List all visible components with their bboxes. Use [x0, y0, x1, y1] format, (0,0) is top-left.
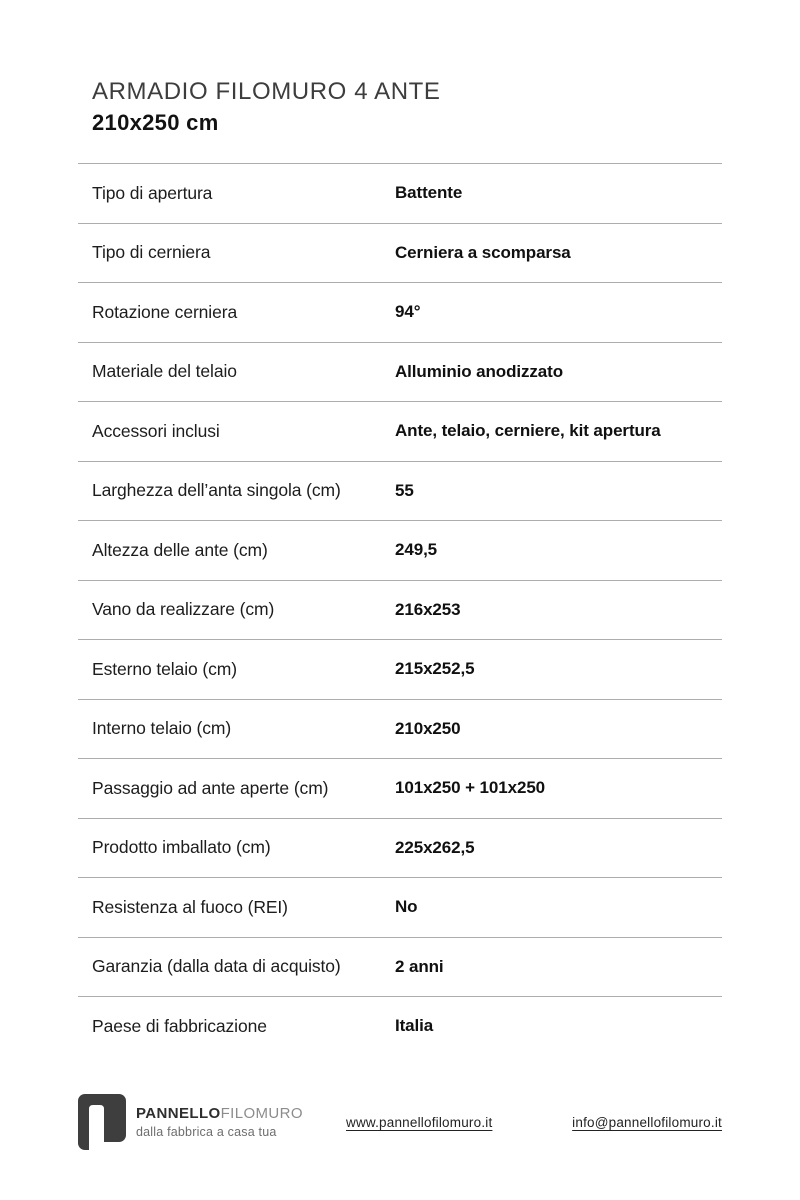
- door-frame-logo-icon: [78, 1094, 126, 1150]
- spec-label: Interno telaio (cm): [92, 718, 232, 739]
- spec-value: 225x262,5: [395, 837, 475, 857]
- spec-label: Garanzia (dalla data di acquisto): [92, 956, 341, 977]
- spec-table: [78, 163, 722, 1056]
- spec-label: Accessori inclusi: [92, 420, 220, 441]
- spec-value: 2 anni: [395, 956, 444, 976]
- table-row: [78, 580, 722, 640]
- spec-label: Passaggio ad ante aperte (cm): [92, 777, 329, 798]
- spec-label: Altezza delle ante (cm): [92, 539, 268, 560]
- page-header: [92, 78, 722, 136]
- spec-value: 55: [395, 480, 414, 500]
- spec-value: 94°: [395, 302, 421, 322]
- table-row: [78, 342, 722, 402]
- spec-label: Tipo di cerniera: [92, 242, 211, 263]
- brand-name-bold: PANNELLO: [136, 1105, 221, 1123]
- table-row: [78, 639, 722, 699]
- spec-label: Paese di fabbricazione: [92, 1015, 267, 1036]
- spec-label: Materiale del telaio: [92, 361, 237, 382]
- spec-value: Alluminio anodizzato: [395, 361, 563, 381]
- table-row: [78, 758, 722, 818]
- table-row: [78, 223, 722, 283]
- spec-label: Tipo di apertura: [92, 182, 213, 203]
- brand-block: [78, 1094, 328, 1150]
- brand-name-light: FILOMURO: [220, 1105, 303, 1123]
- spec-value: 215x252,5: [395, 659, 475, 679]
- product-title: ARMADIO FILOMURO 4 ANTE: [92, 78, 441, 105]
- spec-label: Larghezza dell’anta singola (cm): [92, 480, 341, 501]
- brand-tagline: dalla fabbrica a casa tua: [136, 1124, 277, 1139]
- spec-value: 210x250: [395, 718, 461, 738]
- spec-value: Cerniera a scomparsa: [395, 242, 571, 262]
- brand-text: [136, 1105, 303, 1138]
- product-size: 210x250 cm: [92, 109, 219, 135]
- spec-label: Vano da realizzare (cm): [92, 599, 275, 620]
- spec-value: Battente: [395, 183, 463, 203]
- spec-label: Rotazione cerniera: [92, 301, 238, 322]
- spec-value: Italia: [395, 1016, 434, 1036]
- table-row: [78, 699, 722, 759]
- spec-label: Prodotto imballato (cm): [92, 837, 271, 858]
- table-row: [78, 282, 722, 342]
- spec-label: Resistenza al fuoco (REI): [92, 896, 288, 917]
- table-row: [78, 996, 722, 1056]
- spec-value: 249,5: [395, 540, 438, 560]
- page-footer: [78, 1094, 722, 1150]
- spec-value: 216x253: [395, 599, 461, 619]
- brand-name: [136, 1105, 303, 1122]
- spec-value: 101x250 + 101x250: [395, 778, 546, 798]
- email-link[interactable]: info@pannellofilomuro.it: [572, 1114, 722, 1130]
- table-row: [78, 461, 722, 521]
- spec-value: No: [395, 897, 418, 917]
- table-row: [78, 937, 722, 997]
- website-link[interactable]: www.pannellofilomuro.it: [346, 1114, 493, 1130]
- table-row: [78, 877, 722, 937]
- table-row: [78, 163, 722, 223]
- table-row: [78, 401, 722, 461]
- spec-value: Ante, telaio, cerniere, kit apertura: [395, 421, 661, 441]
- table-row: [78, 818, 722, 878]
- spec-label: Esterno telaio (cm): [92, 658, 237, 679]
- footer-links: [328, 1115, 722, 1130]
- table-row: [78, 520, 722, 580]
